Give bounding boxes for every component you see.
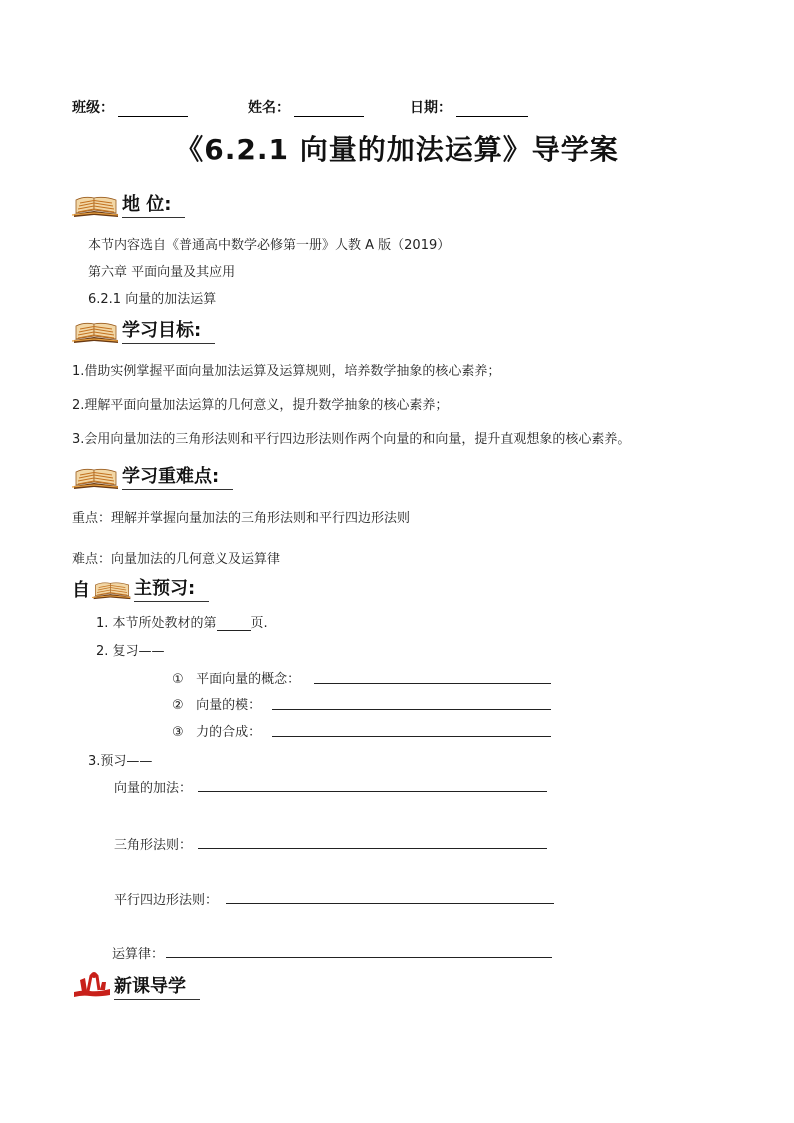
- review-item-1: [172, 668, 300, 687]
- review-marker-1: ①: [172, 672, 184, 687]
- section-keypoints-heading: [72, 462, 233, 490]
- preview-label-addition: 向量的加法：: [114, 781, 193, 796]
- date-blank[interactable]: [456, 102, 528, 117]
- position-line-3: 6.2.1 向量的加法运算: [88, 292, 217, 307]
- review-label-3: 力的合成：: [196, 725, 262, 740]
- preview-answer-line-2[interactable]: [198, 848, 547, 849]
- name-label: 姓名：: [248, 100, 290, 116]
- preview-label-parallelogram: 平行四边形法则：: [114, 893, 219, 908]
- section-newlesson-label: 新课导学: [114, 972, 200, 1000]
- goal-item-3: 3.会用向量加法的三角形法则和平行四边形法则作两个向量的和向量，提升直观想象的核心素养。: [72, 432, 631, 447]
- position-line-2: 第六章 平面向量及其应用: [88, 265, 236, 280]
- section-newlesson-heading: [72, 970, 200, 1000]
- key-difficulty: 难点：向量加法的几何意义及运算律: [72, 552, 281, 567]
- preview-item-2: 2. 复习——: [96, 644, 165, 659]
- section-keypoints-label: 学习重难点:: [122, 462, 233, 490]
- preview-item-1-prefix: 1. 本节所处教材的第: [96, 616, 217, 631]
- date-field: [410, 97, 528, 117]
- section-goals-heading: [72, 316, 215, 344]
- review-answer-line-3[interactable]: [272, 736, 551, 737]
- key-focus: 重点：理解并掌握向量加法的三角形法则和平行四边形法则: [72, 511, 411, 526]
- preview-label-triangle: 三角形法则：: [114, 838, 193, 853]
- review-marker-3: ③: [172, 725, 184, 740]
- preview-answer-line-3[interactable]: [226, 903, 554, 904]
- review-item-2: [172, 694, 261, 713]
- section-preview-char: 自: [72, 580, 90, 601]
- section-position-label: 地 位:: [122, 190, 185, 218]
- review-answer-line-1[interactable]: [314, 683, 551, 684]
- preview-item-3: 3.预习——: [88, 754, 153, 769]
- section-preview-heading: [72, 574, 209, 602]
- open-book-icon: [92, 578, 132, 602]
- preview-label-laws: 运算律：: [112, 947, 165, 962]
- preview-item-1: [96, 612, 268, 631]
- goal-item-1: 1.借助实例掌握平面向量加法运算及运算规则，培养数学抽象的核心素养；: [72, 364, 501, 379]
- page-blank[interactable]: [217, 617, 251, 631]
- preview-item-1-suffix: 页.: [250, 616, 268, 631]
- class-field: [72, 97, 188, 117]
- goal-item-2: 2.理解平面向量加法运算的几何意义，提升数学抽象的核心素养；: [72, 398, 449, 413]
- review-label-1: 平面向量的概念：: [196, 672, 301, 687]
- section-goals-label: 学习目标:: [122, 316, 215, 344]
- open-book-icon: [72, 320, 120, 344]
- name-field: [248, 97, 364, 117]
- class-blank[interactable]: [118, 102, 188, 117]
- review-answer-line-2[interactable]: [272, 709, 551, 710]
- name-blank[interactable]: [294, 102, 364, 117]
- section-preview-label: 主预习:: [134, 574, 209, 602]
- review-marker-2: ②: [172, 698, 184, 713]
- section-position-heading: [72, 190, 185, 218]
- date-label: 日期：: [410, 100, 452, 116]
- review-item-3: [172, 721, 261, 740]
- open-book-icon: [72, 194, 120, 218]
- position-line-1: 本节内容选自《普通高中数学必修第一册》人教 A 版（2019）: [88, 238, 451, 253]
- preview-answer-line-4[interactable]: [166, 957, 552, 958]
- preview-answer-line-1[interactable]: [198, 791, 547, 792]
- review-label-2: 向量的模：: [196, 698, 262, 713]
- open-book-icon: [72, 466, 120, 490]
- page-title: 《6.2.1 向量的加法运算》导学案: [175, 133, 619, 166]
- class-label: 班级：: [72, 100, 114, 116]
- red-stamp-icon: [72, 970, 112, 1000]
